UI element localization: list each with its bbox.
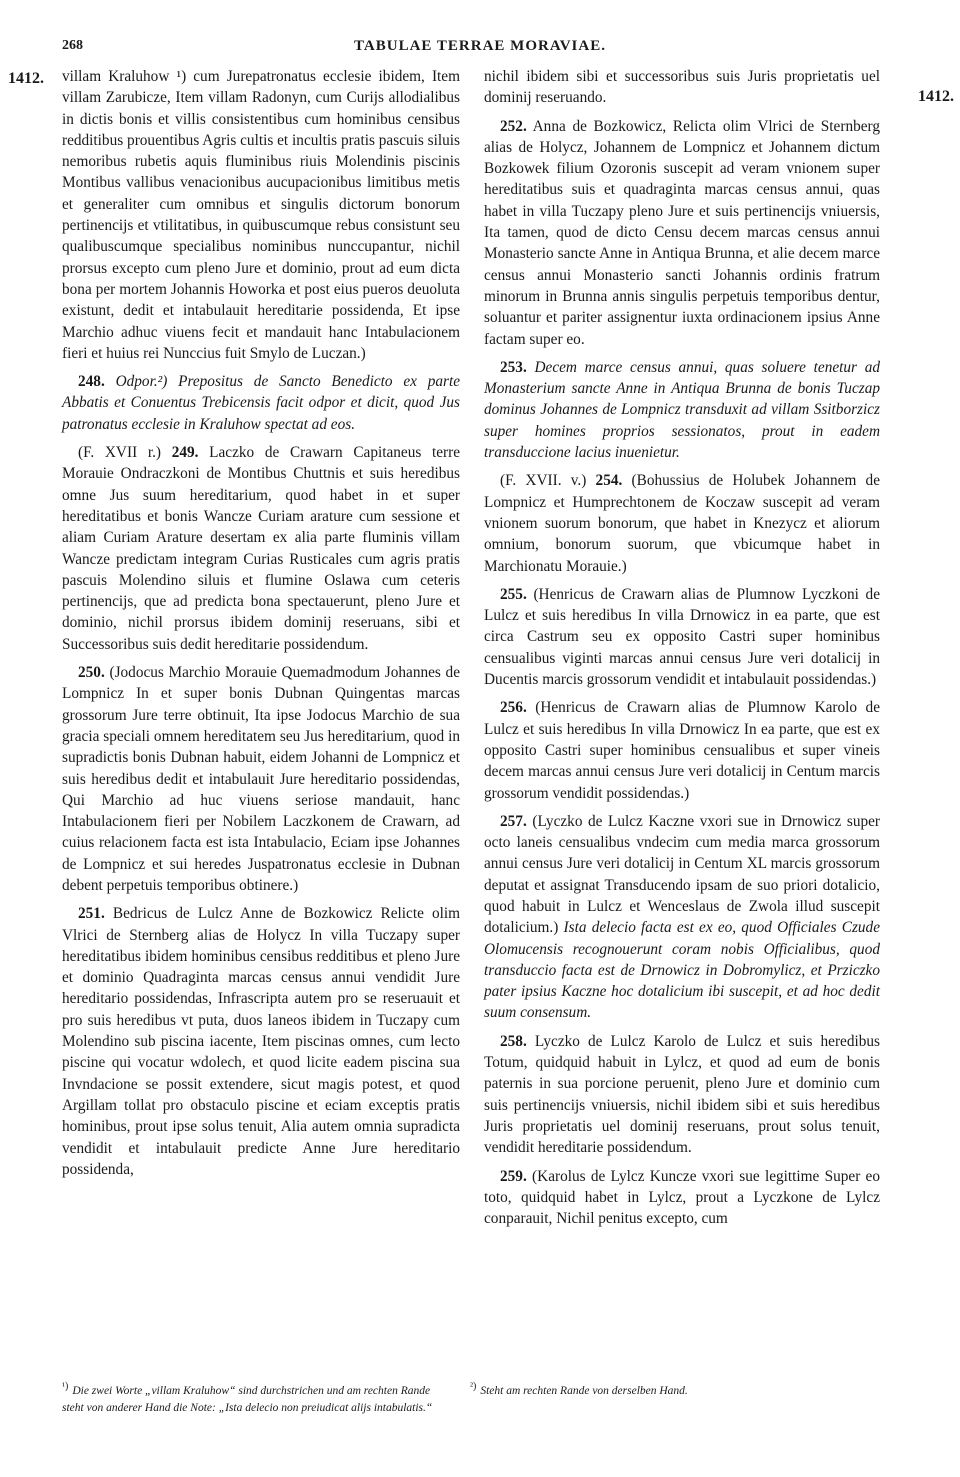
right-column <box>484 66 880 1236</box>
footnote-text: Die zwei Worte „villam Kraluhow“ sind durchstrichen und am rechten Rande steht von anderer Hand die Note: „Ista delecio non preiudicat alijs intabulatis.“ <box>62 1384 433 1414</box>
footnote-2 <box>470 1378 870 1400</box>
entry-number: 251. <box>78 905 105 923</box>
entry-number: 258. <box>500 1032 527 1050</box>
entry-254 <box>484 470 880 576</box>
entry-text: Prepositus de Sancto Benedicto ex parte Abbatis et Conuentus Trebicensis facit odpor et dicit, quod Jus patronatus ecclesie in Kraluhow spectat ad eos. <box>62 373 461 433</box>
entry-number: 255. <box>500 585 527 603</box>
entry-text: Lyczko de Lulcz Karolo de Lulcz et suis heredibus Totum, quidquid habuit in Lylcz, et quod ad eum de bonis paternis in sua porcione peruenit, pleno Jure et dominio cum suis pertinencijs vniuersis, nichil ibidem sibi et suis heredibus Juris proprietatis uel dominij reseruans, prout solus tenuit, vendidit hereditarie possidendum. <box>484 1032 880 1157</box>
running-title: TABULAE TERRAE MORAVIAE. <box>354 38 606 54</box>
entry-250 <box>62 662 460 896</box>
entry-258 <box>484 1031 880 1159</box>
entry-257 <box>484 811 880 1024</box>
margin-year-right: 1412. <box>918 88 954 105</box>
paragraph-continuation: villam Kraluhow ¹) cum Jurepatronatus ecclesie ibidem, Item villam Zarubicze, Item villam Radonyn, cum Curijs allodialibus in dictis bonis et villis consistentibus cum hominibus censibus redditibus prouentibus Agris cultis et incultis pratis pascuis siluis nemoribus rubetis aquis fluminibus riuis Molendinis piscinis Montibus vallibus venacionibus aucupacionibus limitibus metis et generaliter cum omnibus et singulis dictorum bonorum pertinencijs et vtilitatibus, in quibuscumque rebus consistunt seu qualibuscumque specialibus nominibus nunccupantur, nichil prorsus excepto cum pleno Jure et dominio, prout ad eum dicta bona per mortem Johannis Howorka et post eius pueros deuoluta existunt, dedit et intabulauit hereditarie possidenda, Et ipse Marchio adhuc viuens fecit et mandauit hanc Intabulacionem fieri et huius rei Nunccius fuit Smylo de Luczan.) <box>62 68 460 362</box>
entry-marginal-note: Ista delecio facta est ex eo, quod Officiales Czude Olomucensis recognouerunt coram nobis Officialibus, quod transduccio facta est de Drnowicz in Dobromylicz, et Prziczko pater ipsius Kaczne hoc dotalicium ibi suscepit, et ad hoc dedit suum consensum. <box>484 919 880 1022</box>
entry-249 <box>62 442 460 655</box>
entry-259 <box>484 1166 880 1230</box>
entry-251 <box>62 903 460 1180</box>
folio-reference: (F. XVII. v.) <box>500 472 587 490</box>
entry-number: 257. <box>500 812 527 830</box>
paragraph-continuation: nichil ibidem sibi et successoribus suis Juris proprietatis uel dominij reseruando. <box>484 68 880 107</box>
footnote-1 <box>62 1378 442 1417</box>
page-header <box>62 38 898 62</box>
margin-year-left: 1412. <box>8 70 44 87</box>
entry-text: (Henricus de Crawarn alias de Plumnow Lyczkoni de Lulcz et suis heredibus In villa Drnowicz in ea parte, que est circa Castrum seu ex opposito Castri super hominibus censualibus viginti marcas annui census Jure veri dotalicij in Ducentis marcis grossorum vendidit et intabulauit possidendas.) <box>484 585 880 689</box>
entry-text: Bedricus de Lulcz Anne de Bozkowicz Relicte olim Vlrici de Sternberg alias de Holycz In villa Tuczapy super hereditatibus ibidem hominibus censibus redditibus et pleno Jure et dominio Quadraginta marcas census annui vendidit Jure hereditario possidendas, Infrascripta autem pro se reseruauit et pro suis heredibus vt puta, duos laneos ibidem in Tuczapy cum Molendino sub piscina iacente, Item piscinas omnes, cum lecto piscine qui vocatur wdolech, et quod licite eadem piscina sua Invndacione se possit extendere, sicut magis potest, et quod Argillam tollat pro obstaculo piscine et eciam exceptis pratis hominibus, prout ipse solus tenuit, Alia autem omnia supradicta vendidit et intabulauit predicte Anne Jure hereditario possidenda, <box>62 905 460 1178</box>
entry-255 <box>484 584 880 690</box>
entry-number: 250. <box>78 664 105 682</box>
entry-number: 252. <box>500 117 527 135</box>
entry-number: 253. <box>500 358 527 376</box>
entry-number: 249. <box>171 444 199 462</box>
entry-label: Odpor.²) <box>115 373 168 391</box>
entry-248 <box>62 371 460 435</box>
folio-reference: (F. XVII r.) <box>78 444 162 462</box>
page-number: 268 <box>62 38 83 53</box>
footnote-marker: ¹) <box>62 1381 69 1392</box>
entry-number: 259. <box>500 1167 527 1185</box>
entry-text: Decem marce census annui, quas soluere tenetur ad Monasterium sancte Anne in Antiqua Brunna de bonis Tuczap dominus Johannes de Lompnicz transduxit ad villam Ssitborzicz super homines proprios sessionatos, prout in eadem transduccione lacius inuenietur. <box>484 358 880 462</box>
left-column <box>62 66 460 1187</box>
entry-text: (Henricus de Crawarn alias de Plumnow Karolo de Lulcz et suis heredibus In villa Drnowicz In ea parte, que est ex opposito Castri super hominibus censualibus et super vineis decem marcas annui census Jure veri dotalicij in Centum marcis grossorum vendidit possidendas.) <box>484 699 880 802</box>
entry-number: 256. <box>500 699 527 717</box>
entry-number: 254. <box>595 472 623 490</box>
entry-text: (Lyczko de Lulcz Kaczne vxori sue in Drnowicz super octo laneis censualibus vndecim cum media marca grossorum annui census Jure veri dotalicij in Centum XL marcis grossorum deputat et assignat Transducendo ipsam de suo priori dotalicio, quod habuit in Lulcz et Wenceslaus de Zwola illud suscepit dotalicium.) <box>484 812 880 937</box>
entry-text: (Karolus de Lylcz Kuncze vxori sue legittime Super eo toto, quidquid habet in Lylcz, prout a Lyczkone de Lylcz conparauit, Nichil penitus excepto, cum <box>484 1167 880 1228</box>
entry-253 <box>484 357 880 463</box>
entry-252 <box>484 116 880 350</box>
footnote-marker: ²) <box>470 1381 477 1392</box>
entry-text: Laczko de Crawarn Capitaneus terre Morauie Ondraczkoni de Montibus Chuttnis et suis heredibus omne Jus suum hereditarium, quod habet in et super hereditatibus et bonis Wancze Curiam arature cum sessione et aliam Curiam Arature desertam ex alia parte fluminis villam Wancze predictam integram Curias Rusticales cum agris pratis pascuis Molendino siluis et flumine Oslawa cum ceteris pertinencijs, que ad predicta bona spectauerunt, pleno Jure et dominio, nichil prorsus ibidem dominij reseruans, sibi et Successoribus suis dedit hereditarie possidendum. <box>62 444 460 653</box>
entry-256 <box>484 697 880 803</box>
footnote-text: Steht am rechten Rande von derselben Hand. <box>480 1384 688 1397</box>
entry-number: 248. <box>78 373 105 391</box>
entry-text: (Bohussius de Holubek Johannem de Lompnicz et Humprechtonem de Koczaw suscepit ad veram vnionem suorum bonorum, que habet in Knezycz et aliorum omnium, bonorum suorum, que vbicumque habet in Marchionatu Morauie.) <box>484 472 880 575</box>
entry-text: (Jodocus Marchio Morauie Quemadmodum Johannes de Lompnicz In et super bonis Dubnan Quingentas marcas grossorum Jure terre obtinuit, Ita ipse Jodocus Marchio de sua gracia speciali omnem hereditatem seu Jus hereditarium, quod in supradictis bonis Dubnan habuit, eidem Johanni de Lompnicz et suis heredibus dedit et intabulauit Jure hereditario possidendas, Qui Marchio ad huc viuens seriose mandauit, hanc Intabulacionem fieri per Nobilem Laczkonem de Crawarn, ad cuius relacionem facta est ista Intabulacio, Eciam ipse Johannes de Lompnicz et sui heredes Juspatronatus ecclesie in Dubnan debent perpetuis temporibus obtinere.) <box>62 664 460 894</box>
entry-text: Anna de Bozkowicz, Relicta olim Vlrici de Sternberg alias de Holycz, Johannem de Lompnicz et Johannem dictum Bozkowek filium Ozoronis suscepit ad veram vnionem super hereditatibus suis et quadraginta marcas census annui, quas habet in villa Tuczapy pleno Jure et suis pertinencijs vniuersis, Ita tamen, quod de dicto Censu decem marcas census annui Monasterio sancte Anne in Antiqua Brunna, et alie decem marce census annui Monasterio sancti Johannis ordinis fratrum minorum in Brunna annis singulis perpetuis temporibus dentur, soluantur et pariter assignentur iuxta ordinacionem ipsius Anne factam super eo. <box>484 117 880 348</box>
